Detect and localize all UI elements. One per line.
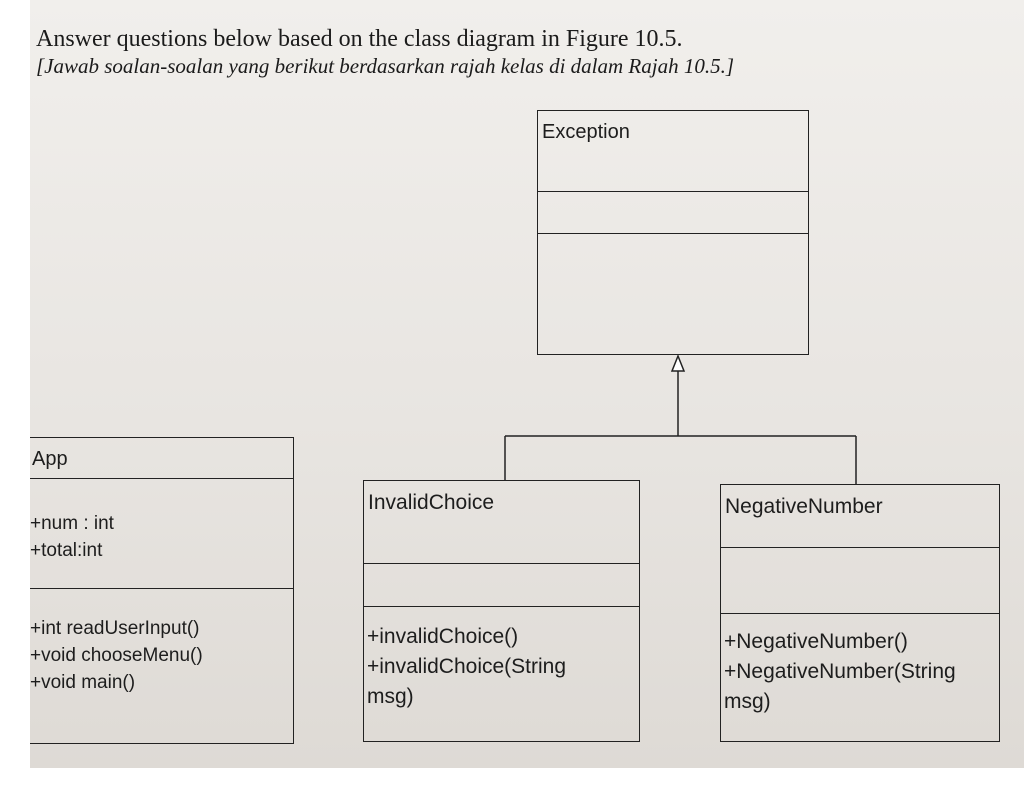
class-app-attributes	[30, 510, 114, 564]
class-app-attr-divider	[30, 478, 293, 479]
class-negativenumber-method-divider	[721, 613, 999, 614]
question-malay-text: [Jawab soalan-soalan yang berikut berdasarkan rajah kelas di dalam Rajah 10.5.]	[36, 54, 735, 78]
class-app-attribute: +total:int	[30, 540, 103, 561]
class-negativenumber-method: +NegativeNumber(String	[724, 660, 956, 683]
class-app-method: +void chooseMenu()	[30, 645, 203, 666]
class-invalidchoice-method: msg)	[367, 685, 414, 708]
class-app-method-divider	[30, 588, 293, 589]
class-invalidchoice-method-divider	[364, 606, 639, 607]
class-negativenumber-method: +NegativeNumber()	[724, 630, 908, 653]
class-invalidchoice-attr-divider	[364, 563, 639, 564]
class-invalidchoice-method: +invalidChoice()	[367, 625, 519, 648]
class-invalidchoice	[363, 480, 640, 742]
class-negativenumber	[720, 484, 1000, 742]
class-app-attribute: +num : int	[30, 513, 114, 534]
generalization-arrowhead	[672, 356, 684, 371]
class-app-method: +int readUserInput()	[30, 618, 200, 639]
class-app	[30, 437, 294, 744]
class-negativenumber-attr-divider	[721, 547, 999, 548]
class-exception	[537, 110, 809, 355]
class-negativenumber-methods	[724, 627, 956, 717]
class-exception-method-divider	[538, 233, 808, 234]
class-app-method: +void main()	[30, 672, 136, 693]
class-negativenumber-name: NegativeNumber	[725, 495, 883, 518]
class-exception-attr-divider	[538, 191, 808, 192]
class-invalidchoice-method: +invalidChoice(String	[367, 655, 567, 678]
question-english: Answer questions below based on the class diagram in Figure 10.5.	[36, 26, 683, 52]
class-invalidchoice-methods	[367, 622, 566, 712]
class-app-name: App	[32, 448, 68, 470]
class-app-methods	[30, 615, 203, 696]
class-invalidchoice-name: InvalidChoice	[368, 491, 495, 514]
class-negativenumber-method: msg)	[724, 690, 771, 713]
class-exception-name: Exception	[542, 121, 630, 143]
